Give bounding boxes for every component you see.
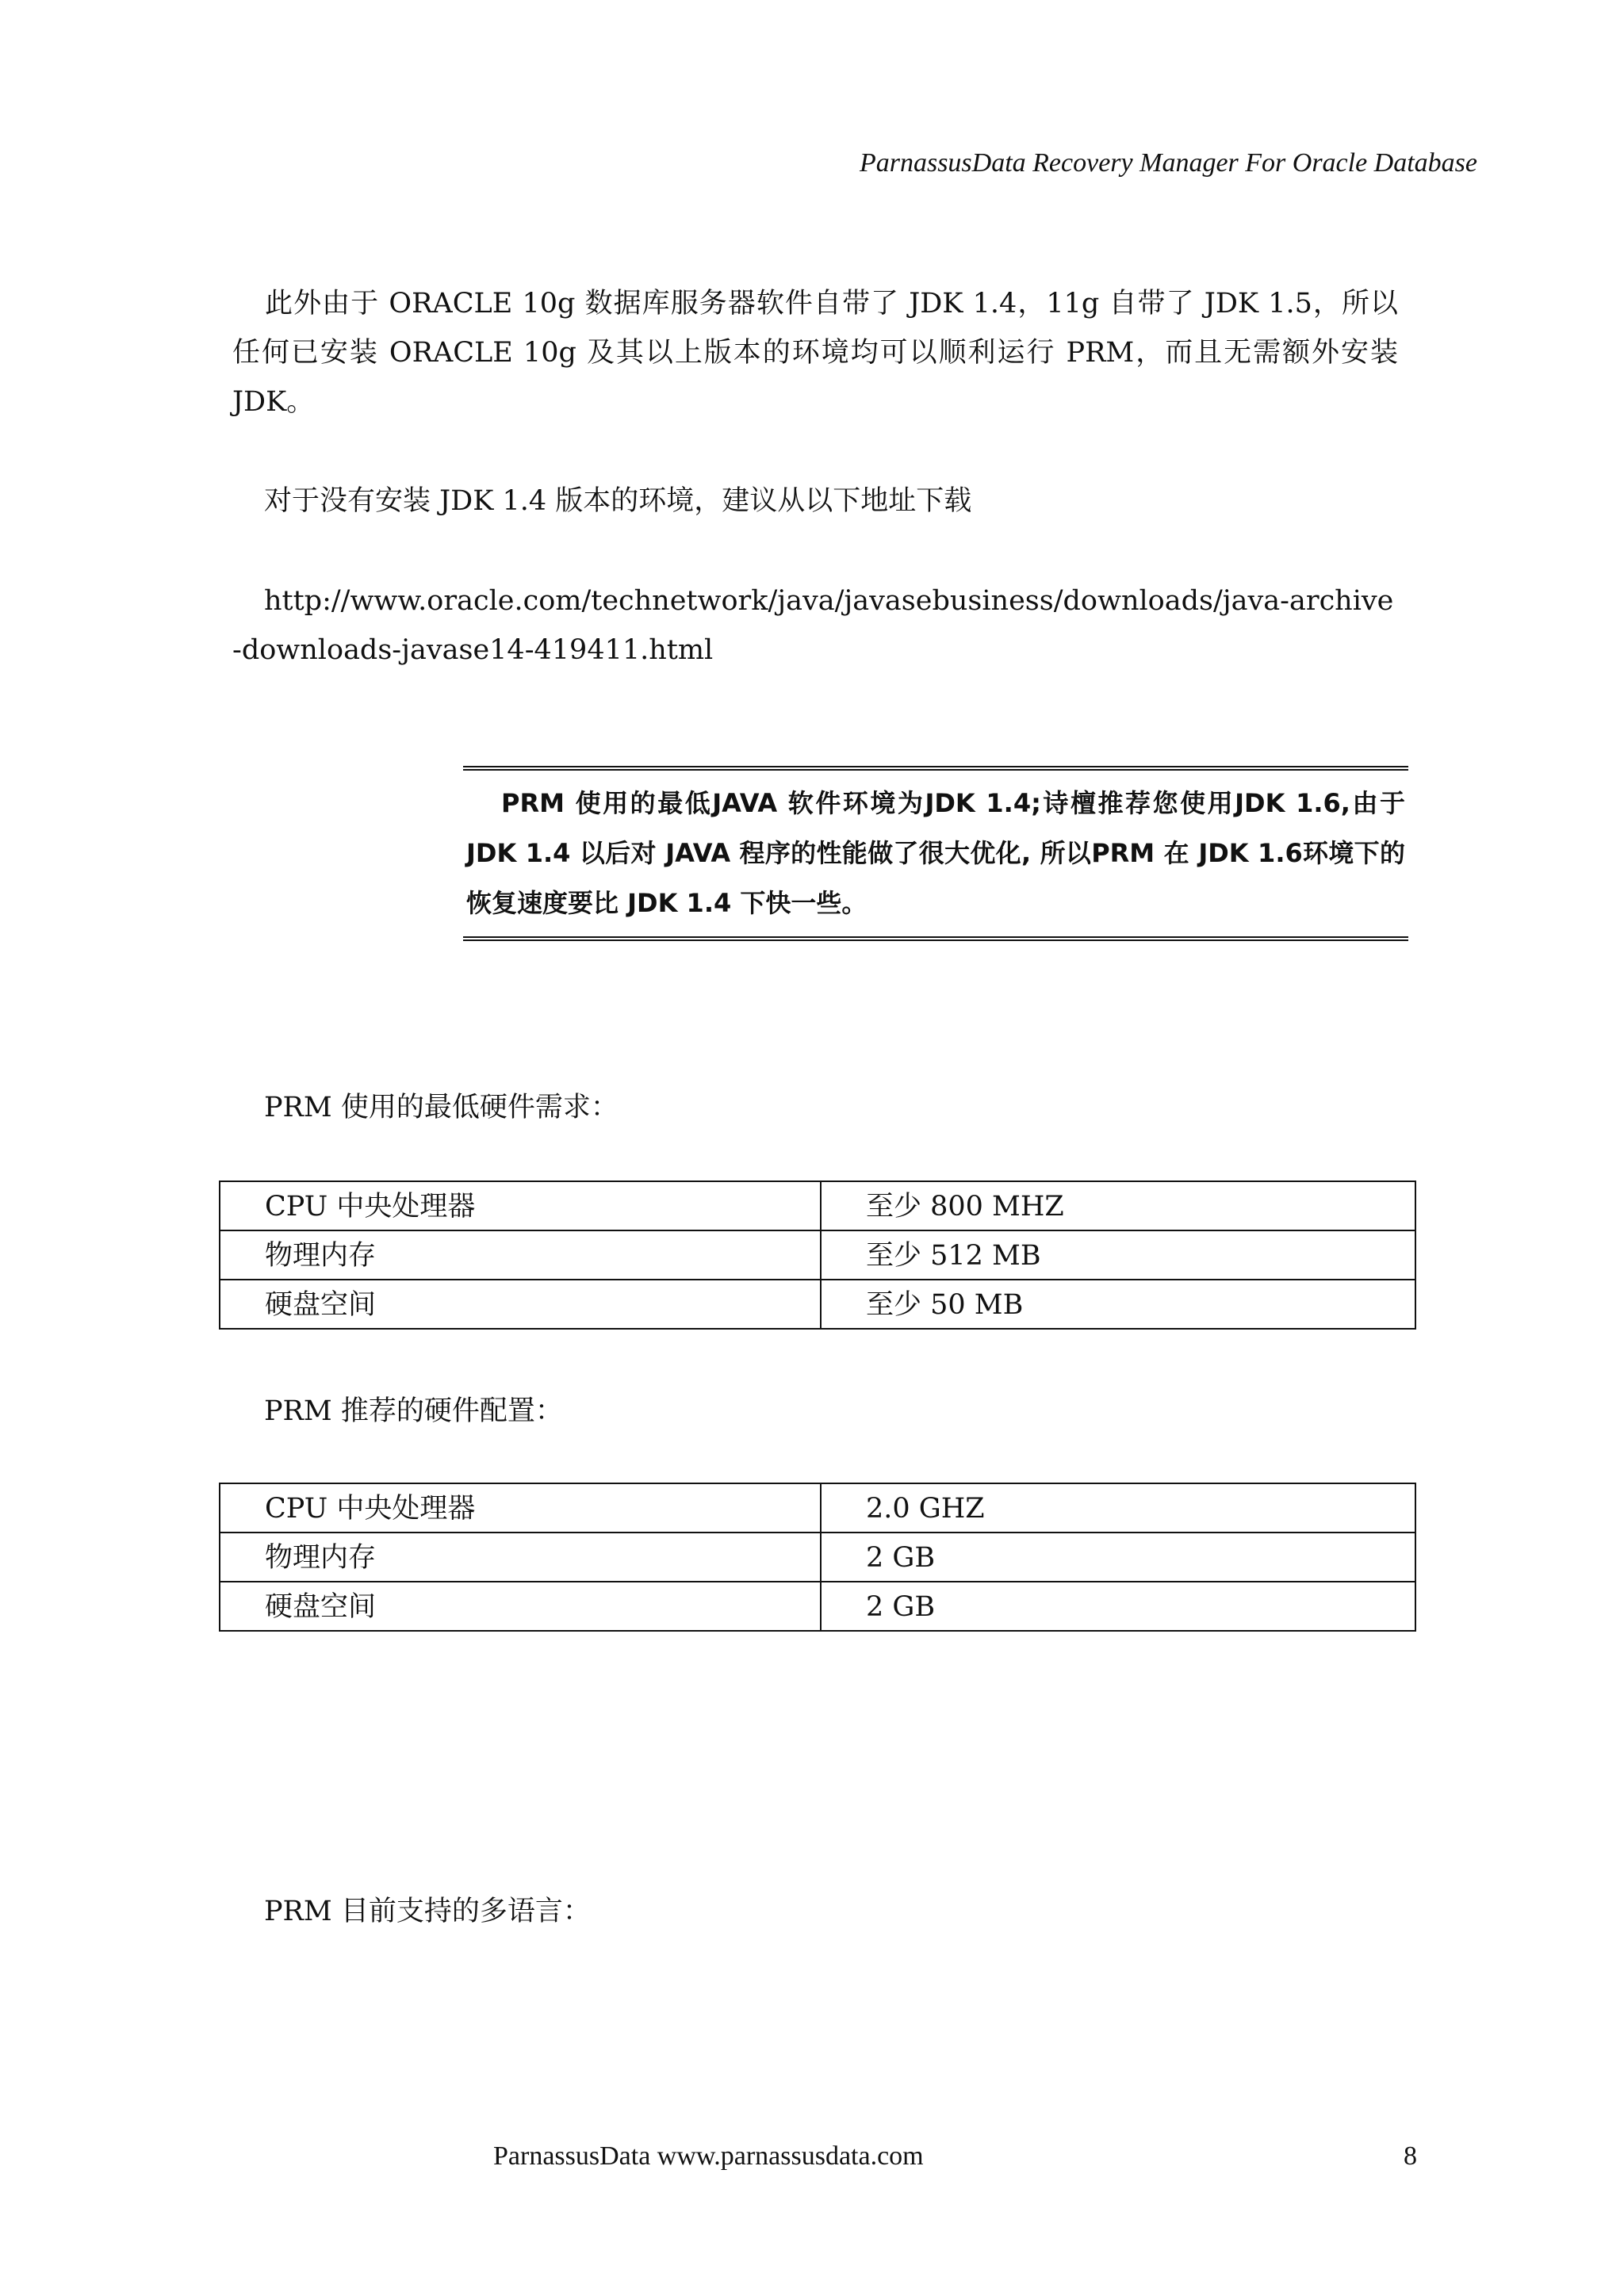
recommendation-note-text: PRM 使用的最低JAVA 软件环境为JDK 1.4;诗檀推荐您使用JDK 1.6,由于JDK 1.4 以后对 JAVA 程序的性能做了很大优化, 所以PRM 在 JDK 1.6环境下的恢复速度要比 JDK 1.4 下快一些。 [466, 788, 1405, 918]
recommended-hardware-table [219, 1483, 1416, 1632]
download-url-paragraph [232, 576, 1398, 675]
min-hardware-title: PRM 使用的最低硬件需求： [264, 1092, 619, 1123]
page-header-title: ParnassusData Recovery Manager For Oracle Database [859, 148, 1477, 178]
min-hardware-table [219, 1181, 1416, 1330]
hardware-value-cell: 至少 800 MHZ [821, 1181, 1415, 1230]
table-row [220, 1533, 1415, 1582]
hardware-item-cell: 硬盘空间 [220, 1280, 821, 1329]
hardware-value-cell: 至少 50 MB [821, 1280, 1415, 1329]
hardware-value-cell: 2 GB [821, 1533, 1415, 1582]
page-number: 8 [1404, 2141, 1417, 2171]
table-row [220, 1181, 1415, 1230]
footer-text: ParnassusData www.parnassusdata.com [493, 2141, 924, 2171]
hardware-value-cell: 2 GB [821, 1582, 1415, 1631]
hardware-value-cell: 2.0 GHZ [821, 1483, 1415, 1533]
recommendation-note [466, 779, 1405, 928]
download-url-link[interactable]: http://www.oracle.com/technetwork/java/javasebusiness/downloads/java-archive-downloads-javase14-419411.html [232, 585, 1394, 666]
jdk-bundled-text: 此外由于 ORACLE 10g 数据库服务器软件自带了 JDK 1.4，11g 自带了 JDK 1.5，所以任何已安装 ORACLE 10g 及其以上版本的环境均可以顺利运行 PRM，而且无需额外安装 JDK。 [232, 288, 1398, 418]
recommended-hardware-title: PRM 推荐的硬件配置： [264, 1395, 563, 1427]
download-hint-text: 对于没有安装 JDK 1.4 版本的环境，建议从以下地址下载 [264, 485, 972, 517]
table-row [220, 1483, 1415, 1533]
hardware-item-cell: 物理内存 [220, 1533, 821, 1582]
hardware-item-cell: 硬盘空间 [220, 1582, 821, 1631]
hardware-item-cell: CPU 中央处理器 [220, 1181, 821, 1230]
table-row [220, 1582, 1415, 1631]
jdk-bundled-paragraph [232, 279, 1398, 427]
recommendation-note-box [463, 766, 1408, 941]
hardware-value-cell: 至少 512 MB [821, 1230, 1415, 1280]
languages-title: PRM 目前支持的多语言： [264, 1896, 591, 1927]
table-row [220, 1280, 1415, 1329]
download-hint-paragraph [232, 476, 1398, 526]
table-row [220, 1230, 1415, 1280]
hardware-item-cell: 物理内存 [220, 1230, 821, 1280]
hardware-item-cell: CPU 中央处理器 [220, 1483, 821, 1533]
